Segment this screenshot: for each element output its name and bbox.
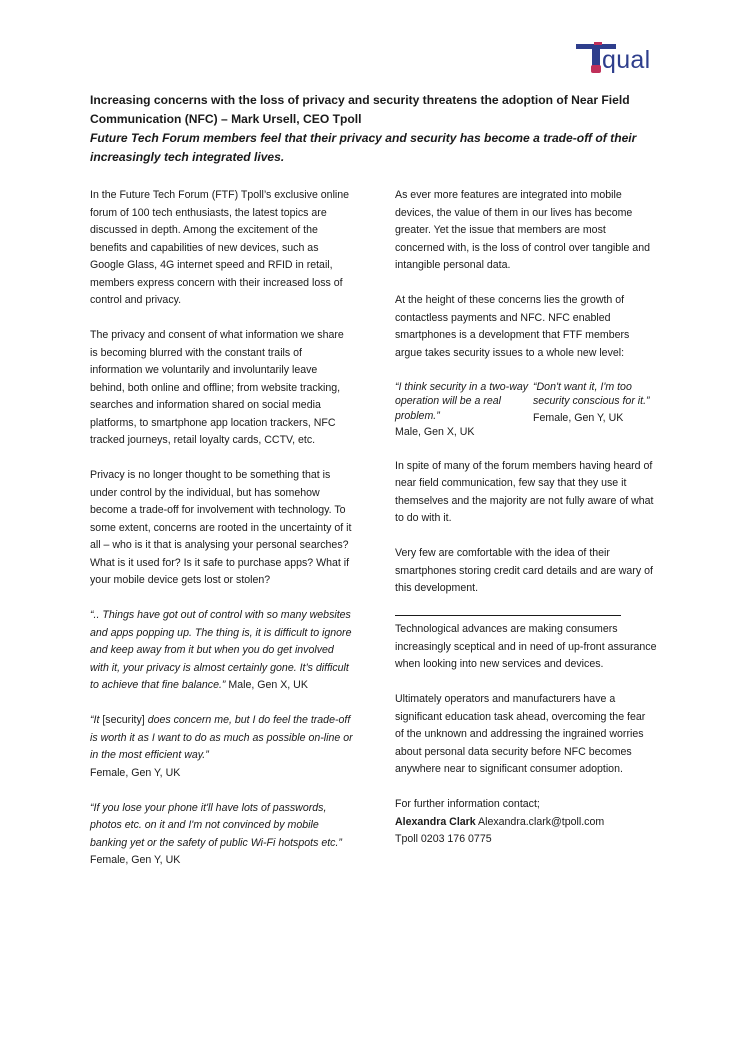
side-by-side-quotes [395, 380, 657, 441]
quote-text: “.. Things have got out of control with so many websites and apps popping up. The thing is, it is difficult to ignore and keep away from it but when you do get involved with it, your privacy is almost certainly gone. It’s difficult to achieve that fine balance.” [90, 609, 352, 691]
logo-accent [594, 42, 602, 45]
headline: Increasing concerns with the loss of privacy and security threatens the adoption of Near Field Communication (NFC) – Mark Ursell, CEO Tpoll [90, 93, 630, 126]
paragraph-education: Ultimately operators and manufacturers have a significant education task ahead, overcoming the fear of the unknown and addressing the ingrained worries about personal data security before NFC becomes anywhere near to significant consumer adoption. [395, 693, 646, 775]
quote-attribution: Female, Gen Y, UK [90, 766, 181, 779]
paragraph-awareness: In spite of many of the forum members having heard of near field communication, few say that they use it themselves and the majority are not fully aware of what to do with it. [395, 459, 654, 524]
paragraph-contactless: At the height of these concerns lies the growth of contactless payments and NFC. NFC enabled smartphones is a development that FTF members argue takes security issues to a whole new level: [395, 294, 630, 359]
quote-text: “If you lose your phone it'll have lots of passwords, photos etc. on it and I'm not convinced by mobile banking yet or the safety of public Wi-Fi hotspots etc.” [90, 801, 342, 849]
quote-text: “Don't want it, I'm too security conscious for it.” [533, 380, 650, 407]
paragraph-credit-card: Very few are comfortable with the idea of their smartphones storing credit card details and are wary of this development. [395, 547, 653, 594]
paragraph-trade-off: Privacy is no longer thought to be something that is under control by the individual, but has somehow become a trade-off for involvement with technology. To some extent, concerns are rooted in the uncertainty of it all – who is it that is analysing your personal searches? What is it used for? Is it safe to purchase apps? What if your mobile device gets lost or stolen? [90, 469, 352, 586]
contact-block [395, 796, 657, 849]
quote-female [533, 380, 657, 441]
contact-name: Alexandra Clark [395, 815, 476, 828]
paragraph-privacy-consent: The privacy and consent of what information we share is becoming blurred with the constant trails of information we voluntarily and involuntarily leave behind, both online and offline; from website tracking, searches and information shared on social media platforms, to smartphone app location trackers, NFC tracked journeys, retail loyalty cards, CCTV, etc. [90, 329, 344, 446]
quote-attribution: Male, Gen X, UK [225, 679, 308, 691]
quote-block-2 [90, 712, 354, 782]
logo-t-dot [591, 65, 601, 73]
quote-attribution: Female, Gen Y, UK [533, 411, 624, 424]
left-column [90, 187, 354, 887]
quote-attribution: Female, Gen Y, UK [90, 854, 181, 866]
contact-line [395, 814, 657, 832]
right-column [395, 187, 657, 849]
paragraph-intro: In the Future Tech Forum (FTF) Tpoll’s exclusive online forum of 100 tech enthusiasts, the latest topics are discussed in depth. Among the excitement of the benefits and capabilities of new devices, such as Google Glass, 4G internet speed and RFID in retail, members express concern with their increased loss of control and privacy. [90, 189, 350, 306]
logo-wordmark: qual [602, 46, 651, 74]
contact-intro: For further information contact; [395, 798, 540, 810]
contact-phone: Tpoll 0203 176 0775 [395, 833, 492, 845]
subheadline: Future Tech Forum members feel that their privacy and security has become a trade-off of their increasingly tech integrated lives. [90, 131, 637, 164]
paragraph-features: As ever more features are integrated into mobile devices, the value of them in our lives has become greater. Yet the issue that members are most concerned with, is the loss of control over tangible and intangible personal data. [395, 189, 650, 271]
quote-text: “I think security in a two-way operation will be a real problem.” [395, 380, 529, 422]
paragraph-sceptical: Technological advances are making consumers increasingly sceptical and in need of up-front assurance when looking into new services and devices. [395, 623, 657, 670]
tqual-logo [574, 40, 658, 80]
quote-text-end: does concern me, but I do feel the trade-off is worth it as I want to do as much as possible on-line or in the most efficient way.” [90, 714, 353, 761]
quote-block-1 [90, 607, 354, 695]
quote-male [395, 380, 533, 441]
divider [395, 615, 621, 616]
quote-text-start: “It [90, 714, 103, 726]
quote-attribution: Male, Gen X, UK [395, 426, 475, 438]
quote-block-3 [90, 800, 354, 870]
contact-email: Alexandra.clark@tpoll.com [475, 815, 605, 828]
quote-insert: [security] [102, 714, 145, 726]
